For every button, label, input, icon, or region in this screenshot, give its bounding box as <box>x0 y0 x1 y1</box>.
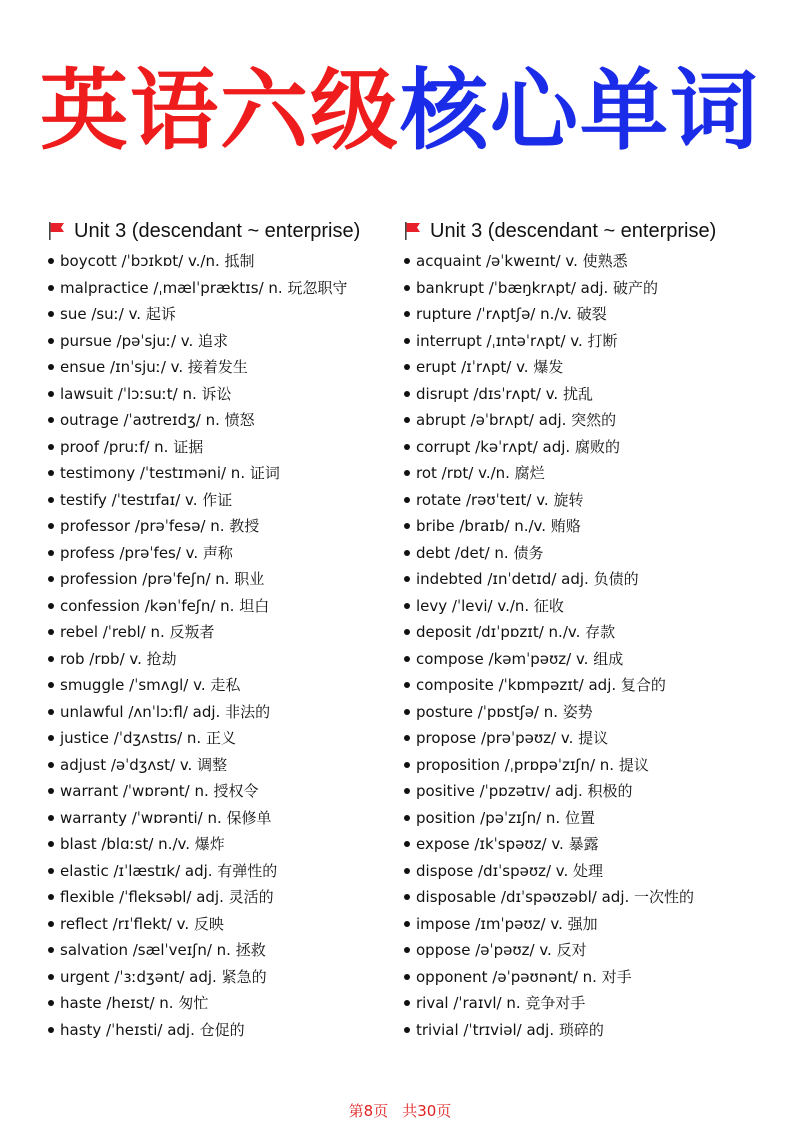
bullet-icon <box>48 391 54 397</box>
bullet-icon <box>48 603 54 609</box>
page-title <box>0 56 800 166</box>
word-entry: opponent /əˈpəʊnənt/ n. 对手 <box>416 967 632 986</box>
word-entry: erupt /ɪˈrʌpt/ v. 爆发 <box>416 358 564 376</box>
list-item <box>48 354 398 381</box>
word-entry: rob /rɒb/ v. 抢劫 <box>60 649 177 668</box>
list-item <box>404 381 774 408</box>
list-item <box>404 540 774 567</box>
right-column <box>404 214 774 1043</box>
bullet-icon <box>48 656 54 662</box>
bullet-icon <box>404 974 410 980</box>
word-list-right <box>404 248 774 1043</box>
word-entry: expose /ɪkˈspəʊz/ v. 暴露 <box>416 835 599 853</box>
word-entry: malpractice /ˌmælˈpræktɪs/ n. 玩忽职守 <box>60 278 348 297</box>
bullet-icon <box>404 576 410 582</box>
list-item <box>404 593 774 620</box>
word-entry: deposit /dɪˈpɒzɪt/ n./v. 存款 <box>416 623 616 641</box>
word-entry: rot /rɒt/ v./n. 腐烂 <box>416 464 545 482</box>
list-item <box>48 407 398 434</box>
bullet-icon <box>48 258 54 264</box>
word-entry: abrupt /əˈbrʌpt/ adj. 突然的 <box>416 411 617 429</box>
list-item <box>48 566 398 593</box>
word-entry: boycott /ˈbɔɪkɒt/ v./n. 抵制 <box>60 252 255 270</box>
list-item <box>48 328 398 355</box>
word-entry: bankrupt /ˈbæŋkrʌpt/ adj. 破产的 <box>416 278 659 297</box>
bullet-icon <box>48 311 54 317</box>
bullet-icon <box>404 364 410 370</box>
bullet-icon <box>48 629 54 635</box>
list-item <box>48 884 398 911</box>
word-entry: oppose /əˈpəʊz/ v. 反对 <box>416 941 587 959</box>
bullet-icon <box>48 682 54 688</box>
word-entry: rupture /ˈrʌptʃə/ n./v. 破裂 <box>416 305 607 323</box>
list-item <box>404 725 774 752</box>
list-item <box>404 460 774 487</box>
unit-header-text: Unit 3 (descendant ~ enterprise) <box>430 219 717 242</box>
word-entry: rival /ˈraɪvl/ n. 竞争对手 <box>416 994 586 1012</box>
title-blue-part: 核心单词 <box>400 59 761 162</box>
list-item <box>48 831 398 858</box>
bullet-icon <box>404 258 410 264</box>
word-entry: urgent /ˈɜːdʒənt/ adj. 紧急的 <box>60 967 267 986</box>
bullet-icon <box>48 285 54 291</box>
list-item <box>404 672 774 699</box>
word-entry: composite /ˈkɒmpəzɪt/ adj. 复合的 <box>416 676 666 694</box>
bullet-icon <box>48 364 54 370</box>
word-entry: rebel /ˈrebl/ n. 反叛者 <box>60 623 215 641</box>
list-item <box>48 434 398 461</box>
word-entry: compose /kəmˈpəʊz/ v. 组成 <box>416 649 624 668</box>
bullet-icon <box>404 682 410 688</box>
list-item <box>48 937 398 964</box>
bullet-icon <box>404 338 410 344</box>
word-entry: debt /det/ n. 债务 <box>416 543 544 562</box>
bullet-icon <box>48 1027 54 1033</box>
list-item <box>404 434 774 461</box>
bullet-icon <box>48 550 54 556</box>
bullet-icon <box>48 974 54 980</box>
list-item <box>404 990 774 1017</box>
word-entry: sue /suː/ v. 起诉 <box>60 305 176 323</box>
list-item <box>404 301 774 328</box>
word-entry: trivial /ˈtrɪviəl/ adj. 琐碎的 <box>416 1020 604 1039</box>
word-entry: pursue /pəˈsjuː/ v. 追求 <box>60 331 229 350</box>
word-entry: outrage /ˈaʊtreɪdʒ/ n. 愤怒 <box>60 411 255 429</box>
bullet-icon <box>48 417 54 423</box>
bullet-icon <box>48 444 54 450</box>
bullet-icon <box>48 868 54 874</box>
word-entry: acquaint /əˈkweɪnt/ v. 使熟悉 <box>416 252 628 270</box>
word-entry: levy /ˈlevi/ v./n. 征收 <box>416 596 564 615</box>
red-flag-icon <box>404 221 422 241</box>
list-item <box>48 646 398 673</box>
list-item <box>48 990 398 1017</box>
word-entry: interrupt /ˌɪntəˈrʌpt/ v. 打断 <box>416 331 618 350</box>
bullet-icon <box>404 603 410 609</box>
word-entry: profess /prəˈfes/ v. 声称 <box>60 543 233 562</box>
list-item <box>404 619 774 646</box>
list-item <box>404 354 774 381</box>
list-item <box>48 911 398 938</box>
word-entry: professor /prəˈfesə/ n. 教授 <box>60 517 260 535</box>
page-total: 共30页 <box>402 1102 452 1120</box>
left-column <box>48 214 398 1043</box>
bullet-icon <box>48 894 54 900</box>
bullet-icon <box>404 735 410 741</box>
word-entry: reflect /rɪˈflekt/ v. 反映 <box>60 914 224 933</box>
bullet-icon <box>48 921 54 927</box>
bullet-icon <box>48 497 54 503</box>
bullet-icon <box>404 285 410 291</box>
list-item <box>48 725 398 752</box>
unit-header-left <box>48 214 398 248</box>
list-item <box>48 381 398 408</box>
bullet-icon <box>404 947 410 953</box>
bullet-icon <box>404 894 410 900</box>
list-item <box>48 1017 398 1044</box>
word-entry: flexible /ˈfleksəbl/ adj. 灵活的 <box>60 888 274 906</box>
list-item <box>404 566 774 593</box>
list-item <box>404 858 774 885</box>
bullet-icon <box>404 841 410 847</box>
list-item <box>48 858 398 885</box>
word-entry: elastic /ɪˈlæstɪk/ adj. 有弹性的 <box>60 861 278 880</box>
list-item <box>404 513 774 540</box>
word-entry: disposable /dɪˈspəʊzəbl/ adj. 一次性的 <box>416 888 695 906</box>
list-item <box>404 884 774 911</box>
list-item <box>48 964 398 991</box>
unit-header-right <box>404 214 774 248</box>
word-entry: haste /heɪst/ n. 匆忙 <box>60 994 209 1012</box>
word-entry: bribe /braɪb/ n./v. 贿赂 <box>416 517 581 535</box>
word-entry: smuggle /ˈsmʌgl/ v. 走私 <box>60 676 241 694</box>
list-item <box>404 778 774 805</box>
bullet-icon <box>404 1000 410 1006</box>
word-entry: profession /prəˈfeʃn/ n. 职业 <box>60 570 265 588</box>
bullet-icon <box>404 311 410 317</box>
list-item <box>48 752 398 779</box>
bullet-icon <box>404 470 410 476</box>
list-item <box>404 831 774 858</box>
word-list-left <box>48 248 398 1043</box>
title-red-part: 英语六级 <box>39 59 400 162</box>
list-item <box>404 805 774 832</box>
word-entry: unlawful /ʌnˈlɔːfl/ adj. 非法的 <box>60 702 271 721</box>
bullet-icon <box>48 470 54 476</box>
word-entry: position /pəˈzɪʃn/ n. 位置 <box>416 808 595 827</box>
list-item <box>404 964 774 991</box>
word-entry: proposition /ˌprɒpəˈzɪʃn/ n. 提议 <box>416 755 649 774</box>
list-item <box>48 275 398 302</box>
word-entry: disrupt /dɪsˈrʌpt/ v. 扰乱 <box>416 384 593 403</box>
list-item <box>48 460 398 487</box>
list-item <box>48 487 398 514</box>
bullet-icon <box>404 815 410 821</box>
word-entry: testify /ˈtestɪfaɪ/ v. 作证 <box>60 490 233 509</box>
list-item <box>404 1017 774 1044</box>
word-entry: rotate /rəʊˈteɪt/ v. 旋转 <box>416 490 584 509</box>
unit-header-text: Unit 3 (descendant ~ enterprise) <box>74 219 361 242</box>
list-item <box>404 407 774 434</box>
bullet-icon <box>404 921 410 927</box>
word-entry: justice /ˈdʒʌstɪs/ n. 正义 <box>60 729 236 747</box>
page-footer <box>0 1100 800 1121</box>
list-item <box>404 248 774 275</box>
bullet-icon <box>404 550 410 556</box>
list-item <box>48 540 398 567</box>
bullet-icon <box>404 444 410 450</box>
list-item <box>48 805 398 832</box>
bullet-icon <box>48 1000 54 1006</box>
word-entry: propose /prəˈpəʊz/ v. 提议 <box>416 729 609 747</box>
word-entry: blast /blɑːst/ n./v. 爆炸 <box>60 835 225 853</box>
word-entry: hasty /ˈheɪsti/ adj. 仓促的 <box>60 1020 245 1039</box>
list-item <box>404 911 774 938</box>
word-entry: testimony /ˈtestɪməni/ n. 证词 <box>60 464 280 482</box>
bullet-icon <box>404 788 410 794</box>
list-item <box>48 248 398 275</box>
word-entry: adjust /əˈdʒʌst/ v. 调整 <box>60 755 228 774</box>
bullet-icon <box>404 709 410 715</box>
word-entry: indebted /ɪnˈdetɪd/ adj. 负债的 <box>416 570 639 588</box>
word-entry: positive /ˈpɒzətɪv/ adj. 积极的 <box>416 782 633 800</box>
list-item <box>404 275 774 302</box>
bullet-icon <box>48 338 54 344</box>
list-item <box>404 646 774 673</box>
bullet-icon <box>48 788 54 794</box>
bullet-icon <box>48 523 54 529</box>
bullet-icon <box>404 629 410 635</box>
list-item <box>48 593 398 620</box>
bullet-icon <box>404 391 410 397</box>
list-item <box>48 778 398 805</box>
list-item <box>48 619 398 646</box>
bullet-icon <box>404 656 410 662</box>
list-item <box>48 672 398 699</box>
list-item <box>404 487 774 514</box>
list-item <box>404 699 774 726</box>
list-item <box>48 301 398 328</box>
word-entry: confession /kənˈfeʃn/ n. 坦白 <box>60 596 270 615</box>
word-entry: ensue /ɪnˈsjuː/ v. 接着发生 <box>60 358 248 376</box>
word-entry: posture /ˈpɒstʃə/ n. 姿势 <box>416 702 593 721</box>
word-entry: proof /pruːf/ n. 证据 <box>60 437 204 456</box>
bullet-icon <box>404 497 410 503</box>
word-entry: warranty /ˈwɒrənti/ n. 保修单 <box>60 808 272 827</box>
list-item <box>404 328 774 355</box>
list-item <box>48 513 398 540</box>
list-item <box>404 937 774 964</box>
list-item <box>48 699 398 726</box>
bullet-icon <box>48 841 54 847</box>
bullet-icon <box>404 1027 410 1033</box>
red-flag-icon <box>48 221 66 241</box>
bullet-icon <box>48 815 54 821</box>
bullet-icon <box>48 947 54 953</box>
word-entry: corrupt /kəˈrʌpt/ adj. 腐败的 <box>416 437 620 456</box>
page-current: 第8页 <box>348 1102 389 1120</box>
word-entry: dispose /dɪˈspəʊz/ v. 处理 <box>416 861 604 880</box>
bullet-icon <box>404 523 410 529</box>
bullet-icon <box>48 762 54 768</box>
bullet-icon <box>404 417 410 423</box>
bullet-icon <box>48 576 54 582</box>
word-entry: lawsuit /ˈlɔːsuːt/ n. 诉讼 <box>60 384 232 403</box>
word-entry: salvation /sælˈveɪʃn/ n. 拯救 <box>60 941 266 959</box>
word-entry: warrant /ˈwɒrənt/ n. 授权令 <box>60 782 259 800</box>
list-item <box>404 752 774 779</box>
bullet-icon <box>404 762 410 768</box>
bullet-icon <box>48 709 54 715</box>
bullet-icon <box>404 868 410 874</box>
bullet-icon <box>48 735 54 741</box>
word-entry: impose /ɪmˈpəʊz/ v. 强加 <box>416 914 598 933</box>
